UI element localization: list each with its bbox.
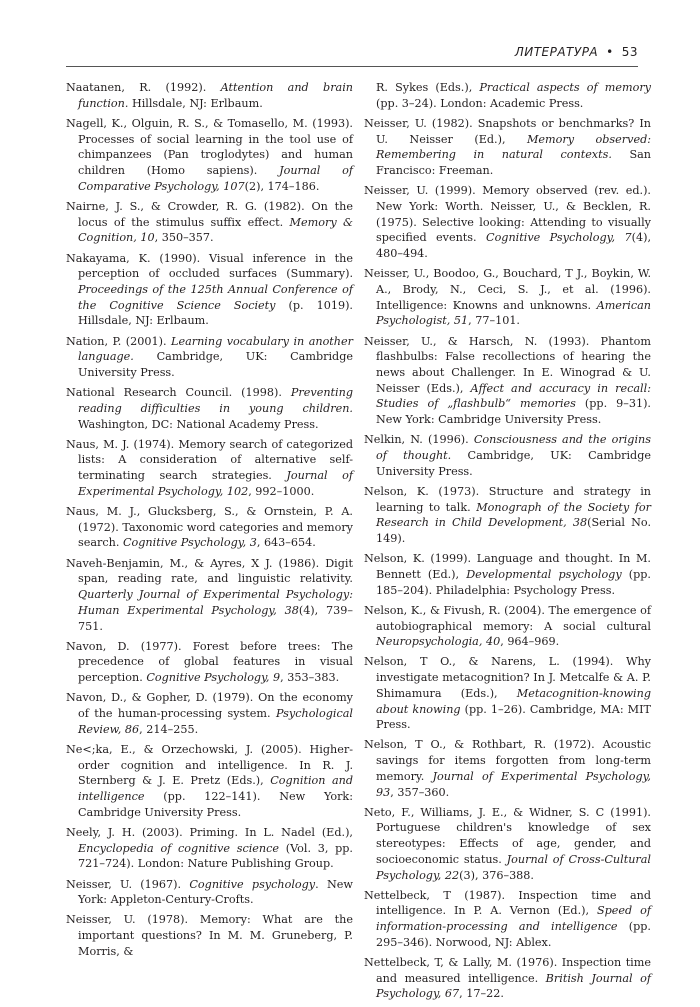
reference-details: , 214–255.: [139, 722, 199, 736]
reference-entry: [364, 603, 651, 650]
reference-source-title: Affect and accuracy in recall: Studies of „flashbulb“ memories: [376, 381, 651, 411]
reference-source-title: Psychological Review, 86: [78, 707, 353, 736]
reference-details: Washington, DC: National Academy Press.: [78, 417, 319, 431]
reference-text: Navon, D., & Gopher, D. (1979). On the economy of the human-processing system.: [66, 691, 353, 721]
reference-source-title: Memory observed: Remembering in natural contexts.: [376, 132, 652, 162]
reference-details: (2), 174–186.: [244, 179, 320, 193]
reference-source-title: Cognition and intelligence: [78, 774, 353, 804]
reference-details: , 77–101.: [468, 314, 520, 328]
reference-text: Nettelbeck, T, & Lally, M. (1976). Inspection time and measured intelligence.: [364, 956, 651, 985]
reference-entry: [66, 80, 353, 111]
reference-details: . New York: Appleton-Century-Crofts.: [78, 877, 353, 907]
reference-source-title: Cognitive psychology: [189, 877, 316, 891]
reference-entry: [364, 484, 651, 547]
reference-source-title: Memory & Cognition, 10: [78, 215, 353, 245]
reference-text: Ne<;ka, E., & Orzechowski, J. (2005). Higher-order cognition and intelligence. In R. J. Sternberg & J. E. Pretz (Eds.),: [66, 742, 353, 788]
running-header: [515, 42, 638, 62]
reference-text: Nelson, K. (1999). Language and thought. In M. Bennett (Ed.),: [364, 552, 651, 581]
reference-details: , 353–383.: [280, 671, 340, 685]
reference-source-title: Journal of Cross-Cultural Psychology, 22: [376, 852, 652, 882]
reference-details: Cambridge, UK: Cambridge University Press.: [376, 448, 651, 478]
reference-text: Naus, M. J. (1974). Memory search of categorized lists: A consideration of alternative self-terminating search strategies.: [66, 437, 353, 483]
running-header-title: ЛИТЕРАТУРА: [514, 45, 599, 59]
reference-source-title: Developmental psychology: [466, 567, 622, 581]
reference-entry: [66, 199, 353, 246]
reference-text: Nelson, T O., & Rothbart, R. (1972). Acoustic savings for items forgotten from long-term memory.: [364, 738, 651, 783]
reference-text: Nairne, J. S., & Crowder, R. G. (1982). On the locus of the stimulus suffix effect.: [66, 199, 353, 229]
reference-entry: [364, 737, 651, 800]
reference-source-title: Proceedings of the 125th Annual Conference of the Cognitive Science Society: [78, 282, 353, 312]
reference-source-title: Neuropsychologia, 40: [376, 635, 501, 649]
reference-source-title: Speed of information-processing and intelligence: [376, 904, 651, 934]
reference-details: San Francisco: Freeman.: [376, 148, 651, 178]
reference-details: , 964–969.: [500, 635, 560, 649]
reference-text: Nagell, K., Olguin, R. S., & Tomasello, M. (1993). Processes of social learning in the tool use of chimpanzees (Pan troglodytes) and human children (Homo sapiens).: [66, 116, 353, 178]
reference-entry: [364, 805, 651, 884]
reference-text: Nelson, K. (1973). Structure and strategy in learning to talk.: [364, 484, 651, 514]
reference-source-title: Preventing reading difficulties in young children.: [78, 386, 353, 415]
reference-entry: [364, 80, 651, 111]
reference-details: Cambridge, UK: Cambridge University Press.: [78, 350, 353, 379]
reference-source-title: American Psychologist, 51: [376, 298, 651, 328]
reference-text: Neto, F., Williams, J. E., & Widner, S. C (1991). Portuguese children's knowledge of sex stereotypes: Effects of age, gender, and socioeconomic status.: [364, 805, 651, 866]
reference-source-title: Cognitive Psychology, 9: [146, 671, 281, 685]
reference-text: Neisser, U., Boodoo, G., Bouchard, T J., Boykin, W. A., Brody, N., Ceci, S. J., et al. (1996). Intelligence: Knowns and unknowns.: [364, 267, 651, 312]
reference-source-title: Encyclopedia of cognitive science: [78, 841, 280, 855]
reference-source-title: Journal of Comparative Psychology, 107: [78, 164, 353, 193]
reference-source-title: Cognitive Psychology, 7: [486, 231, 632, 245]
reference-text: Nakayama, K. (1990). Visual inference in the perception of occluded surfaces (Summary).: [66, 251, 353, 281]
reference-entry: [66, 251, 353, 330]
reference-details: (3), 376–388.: [459, 868, 534, 882]
reference-text: R. Sykes (Eds.),: [376, 81, 480, 94]
reference-entry: [364, 183, 651, 262]
reference-source-title: British Journal of Psychology, 67: [376, 971, 651, 1001]
reference-details: (p. 1019). Hillsdale, NJ: Erlbaum.: [78, 298, 353, 328]
reference-entry: [66, 116, 353, 195]
reference-details: , 357–360.: [390, 785, 450, 799]
reference-source-title: Consciousness and the origins of thought.: [376, 433, 651, 462]
reference-details: (Vol. 3, pp. 721–724). London: Nature Publishing Group.: [78, 841, 353, 871]
reference-text: Neisser, U., & Harsch, N. (1993). Phantom flashbulbs: False recollections of hearing the news about Challenger. In E. Winograd & U. Neisser (Eds.),: [364, 334, 651, 395]
reference-entry: [66, 334, 353, 381]
reference-source-title: Journal of Experimental Psychology, 93: [376, 769, 651, 799]
reference-details: (pp. 1–26). Cambridge, MA: MIT Press.: [376, 702, 651, 732]
reference-entry: [364, 551, 651, 598]
page-number: 53: [621, 45, 638, 59]
reference-details: (Serial No. 149).: [376, 516, 652, 545]
reference-details: (pp. 122–141). New York: Cambridge University Press.: [78, 790, 353, 819]
reference-entry: [364, 116, 651, 179]
left-column: [66, 80, 353, 964]
reference-entry: [364, 654, 651, 733]
reference-source-title: Learning vocabulary in another language.: [78, 334, 353, 364]
header-rule: [66, 66, 638, 67]
reference-details: (pp. 3–24). London: Academic Press.: [376, 96, 584, 110]
reference-source-title: Monograph of the Society for Research in Child Development, 38: [376, 500, 651, 530]
right-column: [364, 80, 651, 1007]
reference-text: Nettelbeck, T (1987). Inspection time and intelligence. In P. A. Vernon (Ed.),: [364, 888, 651, 918]
reference-text: Neisser, U. (1978). Memory: What are the important questions? In M. M. Gruneberg, P. Morris, &: [66, 913, 353, 958]
reference-details: , 17–22.: [459, 987, 504, 1001]
reference-entry: [66, 825, 353, 872]
reference-entry: [364, 432, 651, 479]
reference-details: , 992–1000.: [248, 484, 315, 498]
reference-entry: [66, 912, 353, 959]
reference-text: Neisser, U. (1967).: [66, 877, 190, 891]
reference-text: Naatanen, R. (1992).: [66, 81, 221, 94]
reference-entry: [66, 877, 353, 908]
reference-source-title: Metacognition-knowing about knowing: [376, 686, 651, 716]
reference-source-title: Cognitive Psychology, 3: [122, 536, 257, 550]
reference-source-title: Quarterly Journal of Experimental Psychology: Human Experimental Psychology, 38: [78, 588, 353, 617]
reference-source-title: Practical aspects of memory: [479, 81, 651, 94]
reference-text: Neisser, U. (1999). Memory observed (rev. ed.). New York: Worth. Neisser, U., & Becklen, R. (1975). Selective looking: Attending to visually specified events.: [364, 184, 651, 245]
reference-details: , 350–357.: [154, 231, 214, 245]
reference-details: (pp. 295–346). Norwood, NJ: Ablex.: [376, 920, 651, 949]
reference-details: Hillsdale, NJ: Erlbaum.: [128, 96, 263, 110]
reference-entry: [364, 955, 651, 1002]
reference-entry: [66, 742, 353, 821]
reference-entry: [66, 556, 353, 635]
reference-text: National Research Council. (1998).: [66, 386, 291, 400]
reference-entry: [364, 266, 651, 329]
bullet-separator: •: [606, 45, 614, 59]
reference-entry: [364, 334, 651, 428]
reference-entry: [364, 888, 651, 951]
reference-text: Neely, J. H. (2003). Priming. In L. Nadel (Ed.),: [66, 825, 353, 839]
reference-details: (4), 739–751.: [78, 603, 353, 633]
reference-text: Naus, M. J., Glucksberg, S., & Ornstein, P. A. (1972). Taxonomic word categories and memory search.: [66, 505, 353, 550]
reference-text: Nation, P. (2001).: [66, 334, 172, 348]
reference-details: (pp. 9–31). New York: Cambridge University Press.: [376, 397, 651, 427]
reference-entry: [66, 504, 353, 551]
reference-entry: [66, 385, 353, 432]
reference-text: Nelson, T O., & Narens, L. (1994). Why investigate metacognition? In J. Metcalfe & A. P. Shimamura (Eds.),: [364, 655, 651, 700]
reference-text: Neisser, U. (1982). Snapshots or benchmarks? In U. Neisser (Ed.),: [364, 116, 651, 146]
reference-details: (4), 480–494.: [376, 231, 651, 261]
reference-details: (pp. 185–204). Philadelphia: Psychology Press.: [376, 567, 651, 597]
reference-details: , 643–654.: [256, 536, 316, 550]
reference-text: Navon, D. (1977). Forest before trees: The precedence of global features in visual perception.: [66, 639, 353, 685]
reference-entry: [66, 437, 353, 500]
reference-text: Nelkin, N. (1996).: [364, 433, 474, 447]
reference-text: Nelson, K., & Fivush, R. (2004). The emergence of autobiographical memory: A social cultural: [364, 603, 651, 633]
reference-entry: [66, 639, 353, 686]
reference-entry: [66, 690, 353, 737]
reference-source-title: Attention and brain function.: [78, 81, 354, 110]
reference-source-title: Journal of Experimental Psychology, 102: [78, 469, 353, 498]
reference-text: Naveh-Benjamin, M., & Ayres, X J. (1986). Digit span, reading rate, and linguistic relativity.: [66, 556, 353, 586]
